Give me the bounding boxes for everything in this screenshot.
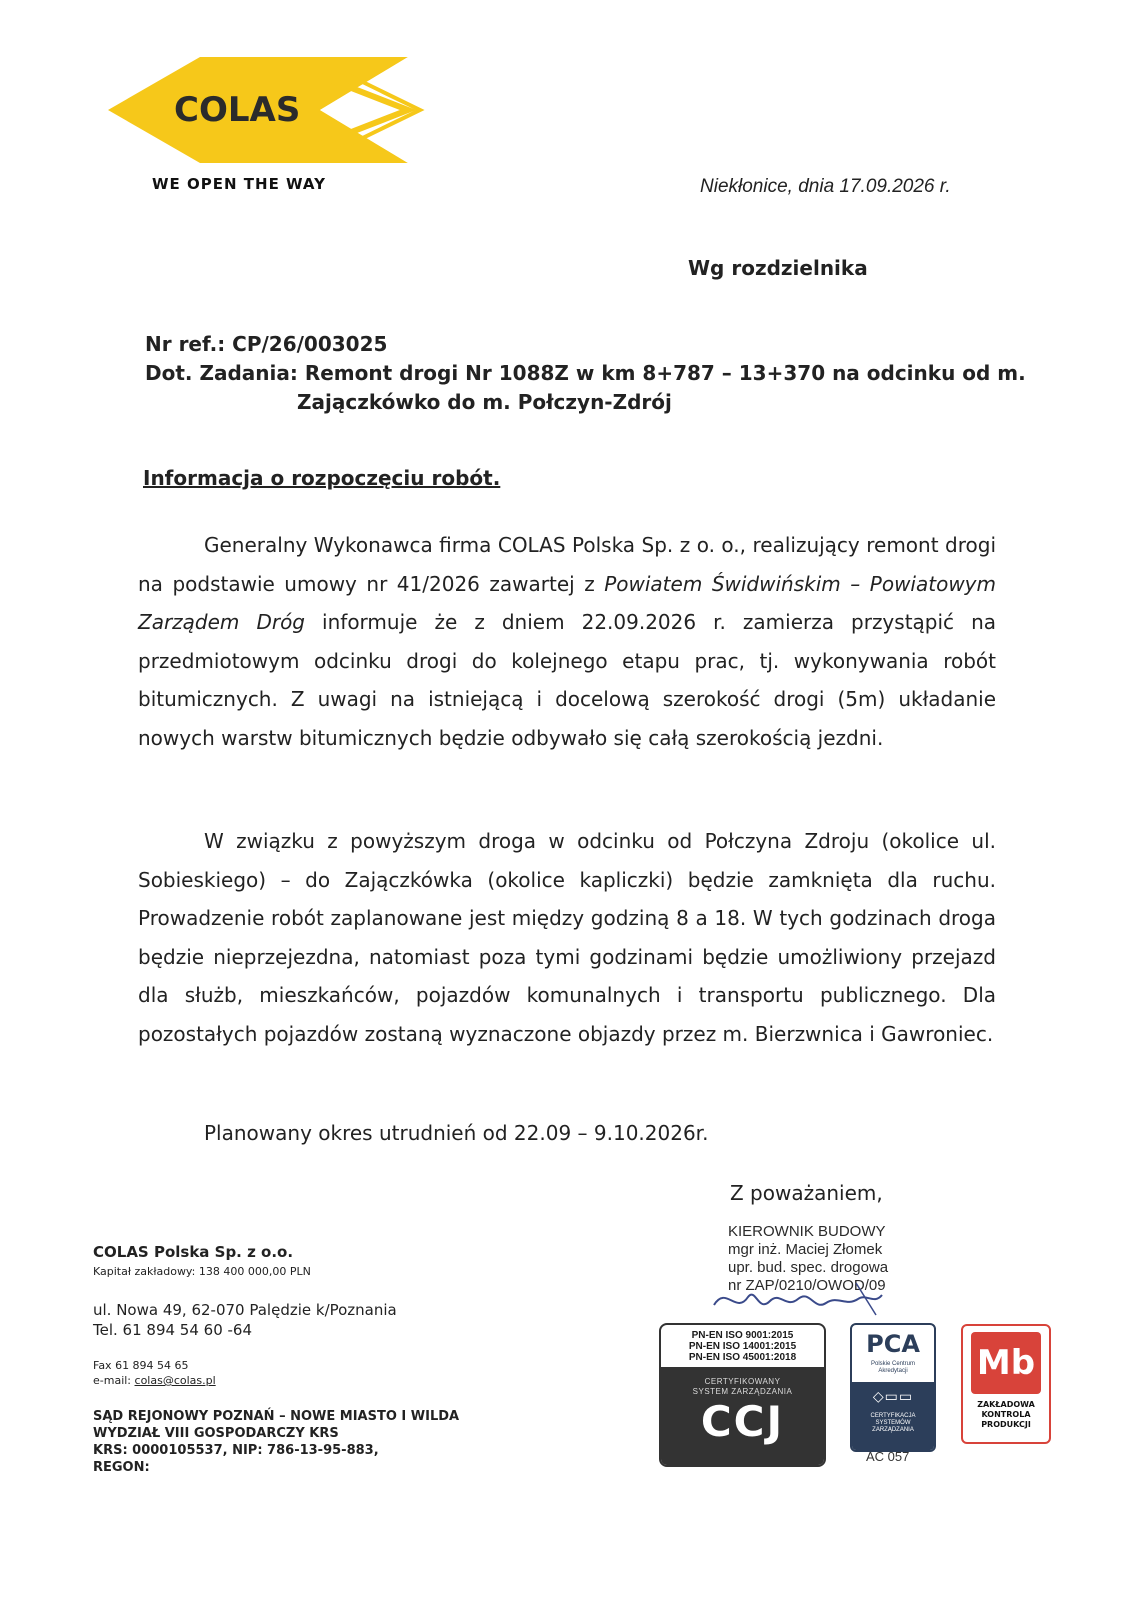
pca-subtitle-2: Akredytacji (878, 1368, 908, 1374)
stamp-line-4: nr ZAP/0210/OWOD/09 (728, 1277, 886, 1294)
company-name: COLAS Polska Sp. z o.o. (93, 1243, 294, 1261)
iso-14001: PN-EN ISO 14001:2015 (688, 1341, 797, 1352)
email-line (93, 1373, 533, 1388)
ccj-subtitle-2: SYSTEM ZARZĄDZANIA (692, 1387, 793, 1396)
pca-sys-3: ZARZĄDZANIA (872, 1427, 914, 1433)
paragraph-3: Planowany okres utrudnień od 22.09 – 9.10.2026r. (204, 1121, 709, 1145)
pca-subtitle-1: Polskie Centrum (870, 1361, 915, 1367)
mb-logo: Mb (971, 1332, 1041, 1394)
ccj-certification-badge (659, 1323, 826, 1467)
pca-subtitle (852, 1361, 934, 1375)
subject-line-2: Zajączkówko do m. Połczyn-Zdrój (297, 390, 672, 414)
letter-heading: Informacja o rozpoczęciu robót. (143, 466, 501, 490)
zkp-text (963, 1400, 1049, 1430)
ccj-subtitle-1: CERTYFIKOWANY (704, 1377, 781, 1386)
reference-block (145, 330, 1026, 417)
company-capital: Kapitał zakładowy: 138 400 000,00 PLN (93, 1265, 311, 1278)
pca-code: AC 057 (866, 1449, 910, 1464)
pca-boxes-icon: ◇▭▭ (872, 1388, 914, 1404)
paragraph-1-italic: Powiatem Świdwińskim – Powiatowym Zarządem Dróg (138, 571, 996, 634)
pca-dark-panel (852, 1382, 934, 1450)
tagline: WE OPEN THE WAY (152, 175, 326, 193)
pca-sys-2: SYSTEMÓW (875, 1420, 911, 1426)
zkp-line-1: ZAKŁADOWA (977, 1400, 1035, 1409)
ccj-dark-panel (661, 1367, 824, 1465)
ccj-logo: CCJ (700, 1397, 785, 1446)
stamp-line-2: mgr inż. Maciej Złomek (728, 1241, 883, 1258)
court-line-4: REGON: (93, 1460, 150, 1475)
colas-logo (108, 55, 428, 165)
pca-sys-1: CERTYFIKACJA (870, 1413, 916, 1419)
company-footer (93, 1243, 533, 1476)
recipient: Wg rozdzielnika (688, 256, 868, 280)
zkp-line-3: PRODUKCJI (981, 1420, 1031, 1429)
court-line-1: SĄD REJONOWY POZNAŃ – NOWE MIASTO I WILDA (93, 1409, 460, 1424)
email-label: e-mail: (93, 1374, 135, 1387)
email-link[interactable]: colas@colas.pl (134, 1374, 216, 1387)
stamp-line-1: KIEROWNIK BUDOWY (728, 1223, 886, 1240)
paragraph-2: W związku z powyższym droga w odcinku od Połczyna Zdroju (okolice ul. Sobieskiego) – do Zajączkówka (okolice kapliczki) będzie zamknięta dla ruchu. Prowadzenie robót zaplanowane jest między godziną 8 a 18. W tych godzinach droga będzie nieprzejezdna, natomiast poza tymi godzinami będzie umożliwiony przejazd dla służb, mieszkańców, pojazdów komunalnych i transportu publicznego. Dla pozostałych pojazdów zostaną wyznaczone objazdy przez m. Bierzwnica i Gawroniec. (138, 829, 996, 1046)
zkp-badge (961, 1324, 1051, 1444)
pca-logo: PCA (866, 1330, 920, 1358)
iso-standards (661, 1325, 824, 1367)
court-line-3: KRS: 0000105537, NIP: 786-13-95-883, (93, 1443, 379, 1458)
date-line: Niekłonice, dnia 17.09.2026 r. (700, 176, 951, 197)
logo-text: COLAS (174, 90, 301, 130)
subject-line-1: Dot. Zadania: Remont drogi Nr 1088Z w km 8+787 – 13+370 na odcinku od m. (145, 361, 1026, 385)
address-line: ul. Nowa 49, 62-070 Palędzie k/Poznania (93, 1301, 397, 1319)
company-contact (93, 1358, 533, 1388)
court-registration (93, 1408, 533, 1476)
handwritten-signature (706, 1275, 896, 1320)
pca-accreditation-badge (850, 1323, 936, 1452)
closing: Z poważaniem, (730, 1181, 883, 1205)
zkp-line-2: KONTROLA (981, 1410, 1031, 1419)
pca-system-text (852, 1413, 934, 1434)
ccj-subtitle (661, 1367, 824, 1397)
iso-9001: PN-EN ISO 9001:2015 (691, 1330, 794, 1341)
paragraph-1-part-2: informuje że z dniem 22.09.2026 r. zamierza przystąpić na przedmiotowym odcinku drogi do kolejnego etapu prac, tj. wykonywania robót bitumicznych. Z uwagi na istniejącą i docelową szerokość drogi (5m) układanie nowych warstw bitumicznych będzie odbywało się całą szerokością jezdni. (138, 610, 997, 750)
phone-line: Tel. 61 894 54 60 -64 (93, 1321, 253, 1339)
company-address (93, 1300, 533, 1340)
court-line-2: WYDZIAŁ VIII GOSPODARCZY KRS (93, 1426, 339, 1441)
fax-line: Fax 61 894 54 65 (93, 1359, 189, 1372)
stamp-line-3: upr. bud. spec. drogowa (728, 1259, 889, 1276)
iso-45001: PN-EN ISO 45001:2018 (688, 1352, 797, 1363)
ref-number: Nr ref.: CP/26/003025 (145, 332, 388, 356)
paragraph-1 (138, 526, 996, 757)
paragraph-1-part-1: Generalny Wykonawca firma COLAS Polska Sp. z o. o., realizujący remont drogi na podstawie umowy nr 41/2026 zawartej z (138, 533, 996, 596)
